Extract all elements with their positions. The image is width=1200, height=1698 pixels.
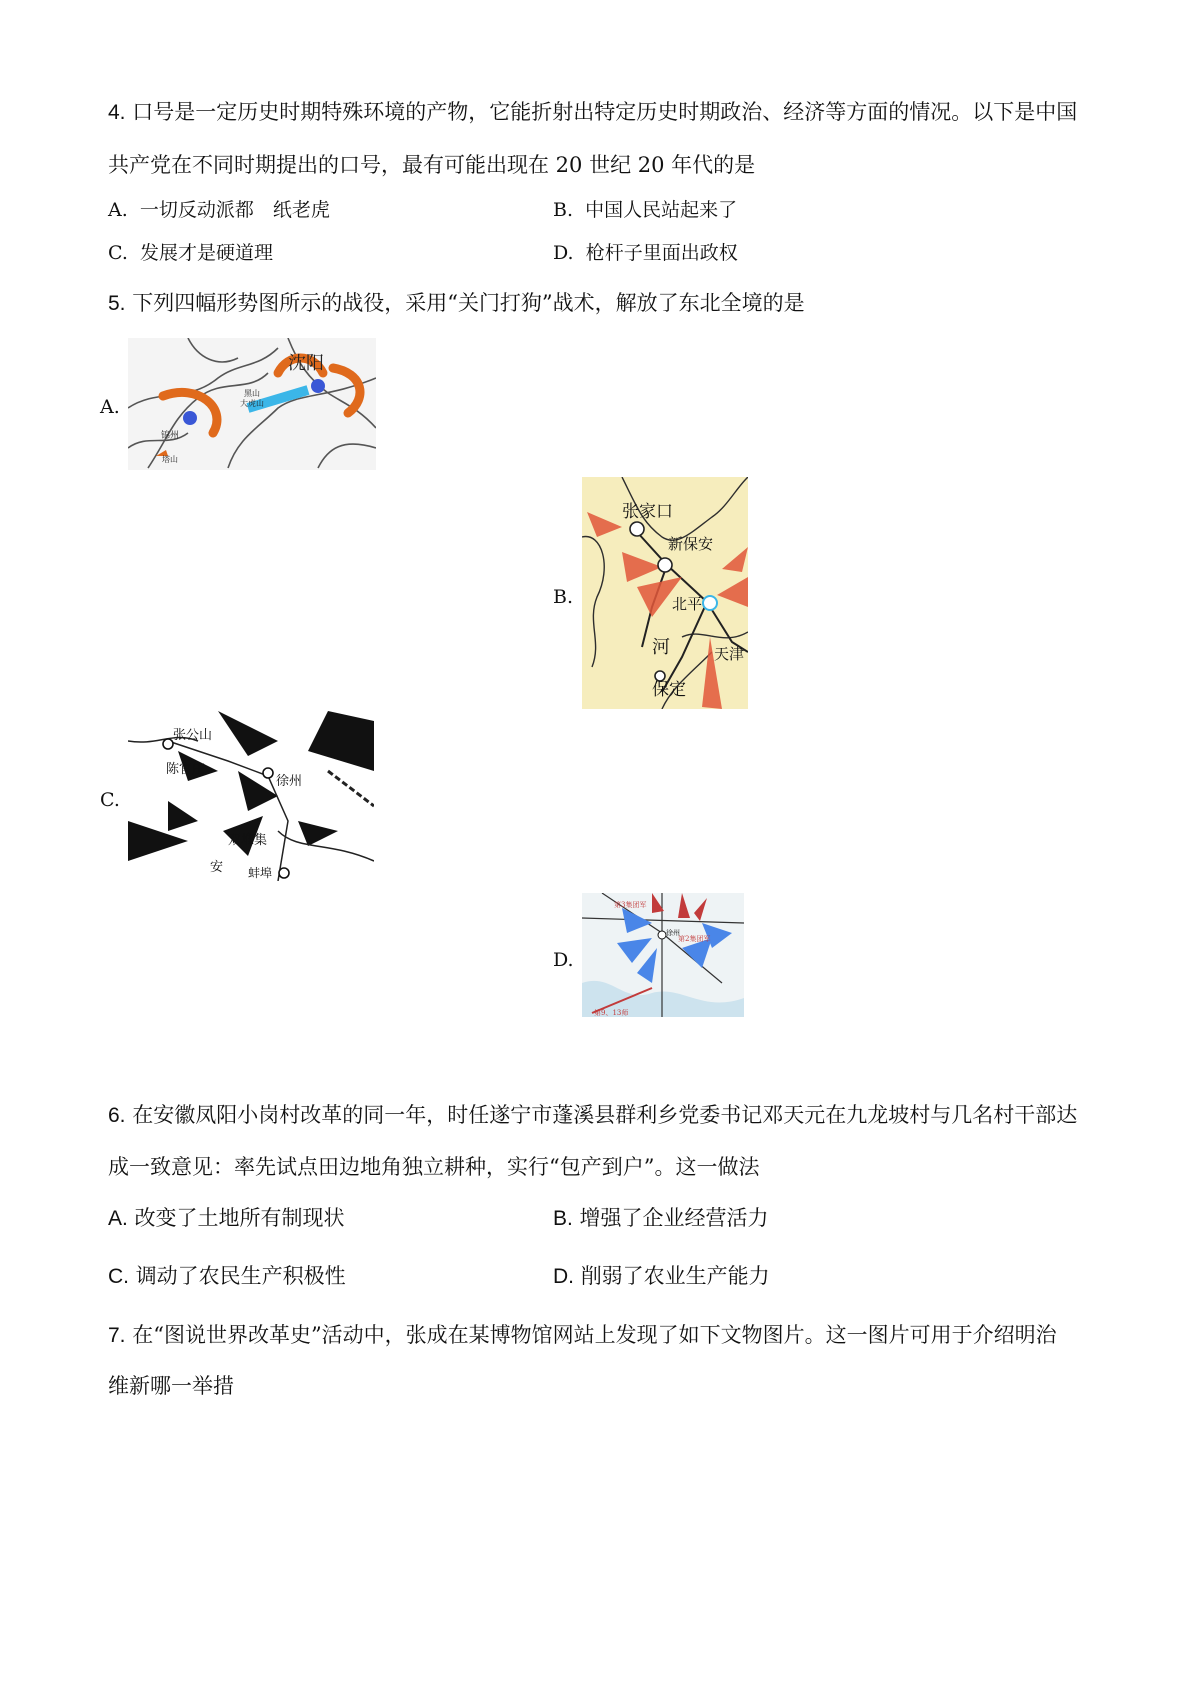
q6-stem-line1 (108, 1100, 1077, 1131)
map-d-place-3: 第9、13师 (594, 1009, 629, 1017)
q5-stem-line1 (108, 288, 805, 319)
q6-stem-line2: 成一致意见：率先试点田边地角独立耕种，实行“包产到户”。这一做法 (108, 1155, 760, 1179)
map-d-place-1: 第2集团军 (678, 935, 711, 943)
map-b-place-0: 张家口 (622, 502, 673, 522)
map-huaihai[interactable] (128, 711, 374, 881)
q4-option-b-text: 中国人民站起来了 (585, 199, 738, 221)
map-a-place-3: 锦州 (161, 431, 180, 441)
q5-stem-text-1: 下列四幅形势图所示的战役，采用“关门打狗”战术，解放了东北全境的是 (132, 291, 805, 315)
map-b-place-3: 河 (652, 637, 670, 658)
q6-option-c-text: 调动了农民生产积极性 (135, 1264, 346, 1288)
q5-option-d-label: D. (553, 949, 574, 971)
q6-option-d-label: D. (553, 1265, 574, 1288)
q6-stem-text-1: 在安徽凤阳小岗村改革的同一年，时任遂宁市蓬溪县群利乡党委书记邓天元在九龙坡村与几名村干部达 (132, 1103, 1078, 1127)
q6-option-a-text: 改变了土地所有制现状 (134, 1206, 345, 1230)
map-c-place-1: 陈官庄 (166, 762, 206, 777)
map-b-place-5: 保定 (652, 680, 686, 700)
map-a-place-2: 大虎山 (240, 399, 264, 408)
map-a-place-4: 塔山 (162, 455, 178, 464)
q4-option-d-label: D. (553, 242, 574, 264)
q4-option-b-label: B. (553, 199, 574, 221)
q4-option-d-text: 枪杆子里面出政权 (585, 242, 738, 264)
q6-option-a[interactable] (108, 1203, 345, 1234)
q7-stem-line2: 维新哪一举措 (108, 1374, 234, 1398)
map-a-place-1: 黑山 (244, 389, 260, 398)
q4-stem-text-1: 口号是一定历史时期特殊环境的产物，它能折射出特定历史时期政治、经济等方面的情况。以下是中国 (132, 100, 1078, 124)
q4-option-a-label: A. (108, 199, 128, 221)
map-a-place-0: 沈阳 (288, 353, 324, 374)
q5-option-a-label: A. (100, 396, 120, 418)
q6-option-a-label: A. (108, 1207, 128, 1230)
q5-option-c-label: C. (100, 789, 120, 811)
q4-option-b[interactable] (553, 196, 737, 224)
q7-number: 7. (108, 1324, 126, 1347)
q6-option-c-label: C. (108, 1265, 129, 1288)
q6-option-d[interactable] (553, 1261, 770, 1292)
q4-option-a-text: 一切反动派都 纸老虎 (139, 199, 330, 221)
map-pingjin[interactable] (582, 477, 748, 709)
map-b-place-1: 新保安 (668, 535, 714, 553)
q6-number: 6. (108, 1104, 126, 1127)
q6-option-d-text: 削弱了农业生产能力 (580, 1264, 770, 1288)
q4-option-c-text: 发展才是硬道理 (140, 242, 274, 264)
q4-option-d[interactable] (553, 239, 738, 267)
map-c-place-4: 安 (210, 860, 224, 875)
q7-stem-text-1: 在“图说世界改革史”活动中，张成在某博物馆网站上发现了如下文物图片。这一图片可用于介绍明治 (132, 1323, 1057, 1347)
q6-option-b-label: B. (553, 1207, 573, 1230)
q6-option-b-text: 增强了企业经营活力 (579, 1206, 769, 1230)
q4-option-a[interactable] (108, 196, 330, 224)
q6-option-c[interactable] (108, 1261, 346, 1292)
q6-option-b[interactable] (553, 1203, 769, 1234)
map-c-place-3: 双堆集 (228, 833, 268, 848)
map-d-place-2: 徐州 (666, 929, 680, 937)
q4-stem-line1 (108, 97, 1077, 128)
q4-option-c-label: C. (108, 242, 128, 264)
map-xubeng[interactable] (582, 893, 744, 1017)
map-d-place-0: 第3集团军 (614, 901, 647, 909)
map-c-place-5: 蚌埠 (248, 866, 273, 880)
q4-stem-line2: 共产党在不同时期提出的口号，最有可能出现在 20 世纪 20 年代的是 (108, 153, 756, 177)
q4-option-c[interactable] (108, 239, 273, 267)
map-b-place-4: 天津 (714, 645, 745, 663)
map-c-place-2: 徐州 (276, 774, 303, 789)
q4-number: 4. (108, 101, 126, 124)
map-liaoshen[interactable] (128, 338, 376, 470)
q7-stem-line1 (108, 1320, 1057, 1351)
q5-option-b-label: B. (553, 586, 574, 608)
map-c-place-0: 张公山 (173, 728, 213, 743)
q5-number: 5. (108, 292, 126, 315)
map-b-place-2: 北平 (672, 595, 703, 613)
